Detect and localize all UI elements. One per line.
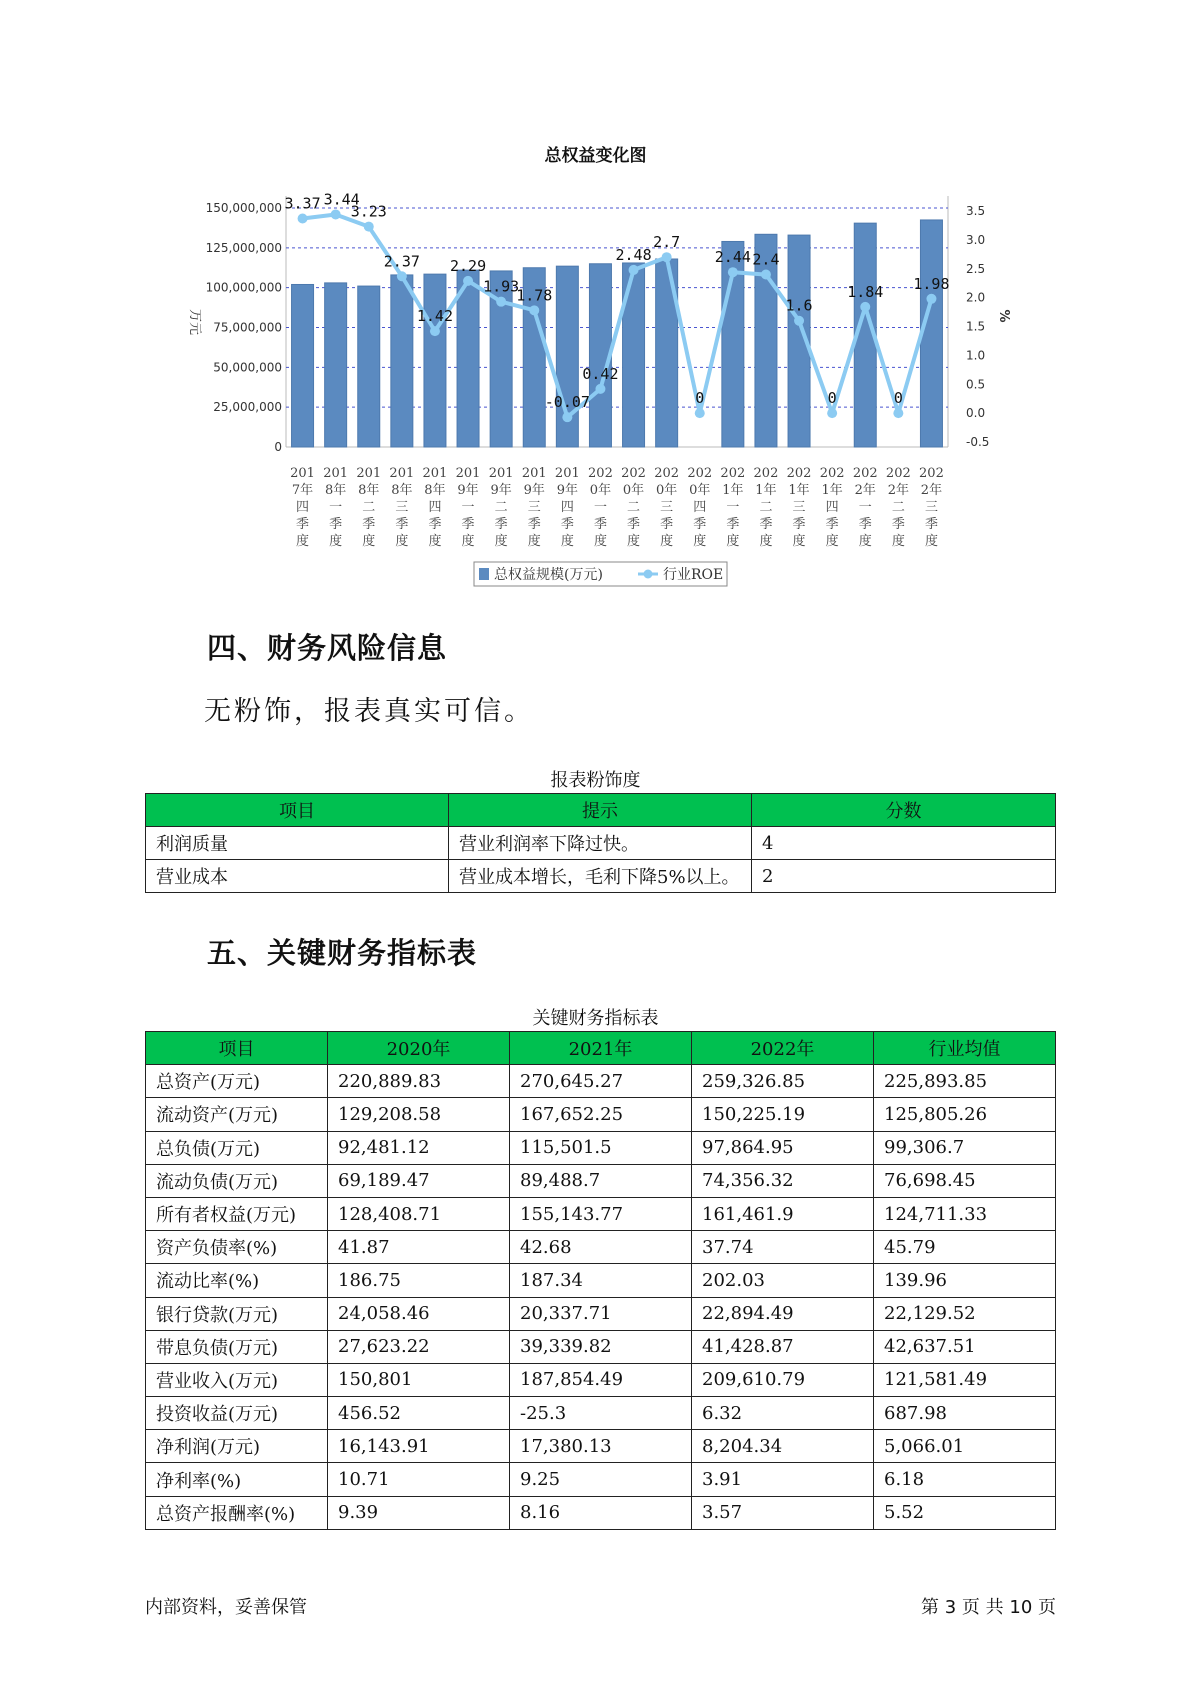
x-tick-label: 季	[329, 517, 343, 532]
table-cell: 银行贷款(万元)	[146, 1297, 328, 1330]
x-tick-label: 202	[919, 466, 944, 481]
table-header-row	[146, 794, 1056, 827]
x-tick-label: 0年	[589, 483, 612, 498]
roe-point	[496, 297, 506, 307]
table-cell: 220,889.83	[328, 1065, 510, 1098]
table-row	[146, 1430, 1056, 1463]
roe-point	[695, 408, 705, 418]
table-cell: 资产负债率(%)	[146, 1231, 328, 1264]
legend-line-label: 行业ROE	[663, 567, 724, 583]
table-cell: 所有者权益(万元)	[146, 1197, 328, 1230]
table-row	[146, 1264, 1056, 1297]
x-tick-label: 201	[488, 466, 514, 481]
table-cell: 16,143.91	[328, 1430, 510, 1463]
table-cell: 161,461.9	[692, 1197, 874, 1230]
table-cell: 45.79	[874, 1231, 1056, 1264]
x-tick-label: 0年	[622, 483, 645, 498]
x-tick-label: 1年	[722, 483, 744, 498]
x-tick-label: 2年	[920, 483, 943, 498]
x-tick-label: 一	[593, 500, 607, 515]
x-tick-label: 7年	[291, 483, 314, 498]
data-label: 1.84	[847, 282, 884, 301]
data-label: 1.42	[416, 307, 454, 326]
x-tick-label: 度	[494, 534, 508, 549]
table-cell: 2	[752, 860, 1056, 893]
roe-point	[463, 276, 473, 286]
table-cell: 150,801	[328, 1363, 510, 1396]
x-tick-label: 202	[852, 466, 878, 481]
table-cell: 41.87	[328, 1231, 510, 1264]
table-row	[146, 1297, 1056, 1330]
table-cell: 3.57	[692, 1496, 874, 1529]
table-cell: 10.71	[328, 1463, 510, 1496]
table-row	[146, 1131, 1056, 1164]
x-tick-label: 季	[924, 517, 938, 532]
table-cell: 总负债(万元)	[146, 1131, 328, 1164]
table-cell: 41,428.87	[692, 1330, 874, 1363]
x-tick-label: 202	[621, 466, 646, 481]
x-tick-label: 三	[660, 500, 674, 515]
x-tick-label: 二	[362, 500, 376, 515]
table-cell: 17,380.13	[510, 1430, 692, 1463]
x-tick-label: 季	[693, 517, 707, 532]
table-cell: 5.52	[874, 1496, 1056, 1529]
table-cell: 155,143.77	[510, 1197, 692, 1230]
x-tick-label: 二	[627, 500, 641, 515]
y-tick-label: 150,000,000	[205, 201, 282, 215]
x-tick-label: 1年	[821, 483, 843, 498]
x-tick-label: 季	[792, 517, 806, 532]
table-row	[146, 1098, 1056, 1131]
table-cell: 总资产(万元)	[146, 1065, 328, 1098]
table-cell: 139.96	[874, 1264, 1056, 1297]
x-tick-label: 四	[428, 500, 442, 515]
x-tick-label: 202	[654, 466, 680, 481]
x-tick-label: 四	[693, 500, 707, 515]
x-tick-label: 度	[759, 534, 773, 549]
x-tick-label: 度	[825, 534, 839, 549]
y2-tick-label: -0.5	[966, 435, 990, 449]
data-label: 1.93	[483, 277, 520, 296]
data-label: 2.44	[714, 248, 751, 267]
x-tick-label: 二	[891, 500, 905, 515]
bar	[292, 284, 314, 447]
x-tick-label: 二	[494, 500, 508, 515]
x-tick-label: 8年	[424, 483, 446, 498]
x-tick-label: 2年	[854, 483, 876, 498]
table-cell: 总资产报酬率(%)	[146, 1496, 328, 1529]
x-tick-label: 202	[819, 466, 845, 481]
y-tick-label: 25,000,000	[213, 400, 282, 415]
table-cell: 6.32	[692, 1397, 874, 1430]
table-cell: 124,711.33	[874, 1197, 1056, 1230]
x-tick-label: 季	[494, 517, 508, 532]
table-row	[146, 1463, 1056, 1496]
x-tick-label: 201	[554, 466, 580, 481]
x-tick-label: 度	[560, 534, 574, 549]
risk-table	[145, 793, 1056, 893]
x-tick-label: 度	[362, 534, 376, 549]
x-tick-label: 季	[891, 517, 905, 532]
x-tick-label: 季	[627, 517, 641, 532]
section4-text: 无粉饰，报表真实可信。	[204, 696, 534, 727]
data-label: 1.78	[516, 286, 553, 305]
bar	[457, 270, 479, 447]
x-tick-label: 201	[290, 466, 315, 481]
table-cell: 22,894.49	[692, 1297, 874, 1330]
table-cell: 187.34	[510, 1264, 692, 1297]
table-cell: 270,645.27	[510, 1065, 692, 1098]
y2-tick-label: 1.5	[966, 319, 986, 334]
table-row	[146, 1397, 1056, 1430]
roe-point	[298, 214, 308, 224]
table-row	[146, 1164, 1056, 1197]
x-tick-label: 度	[726, 534, 740, 549]
bar	[325, 283, 347, 447]
table-cell: 4	[752, 827, 1056, 860]
table-cell: 121,581.49	[874, 1363, 1056, 1396]
x-tick-label: 202	[786, 466, 812, 481]
table-cell: 37.74	[692, 1231, 874, 1264]
table-cell: 6.18	[874, 1463, 1056, 1496]
data-label: 2.7	[653, 233, 681, 252]
table-cell: 5,066.01	[874, 1430, 1056, 1463]
x-tick-label: 201	[356, 466, 382, 481]
data-label: 0	[893, 389, 903, 408]
table-cell: 营业成本	[146, 860, 449, 893]
table-cell: 225,893.85	[874, 1065, 1056, 1098]
x-tick-label: 1年	[755, 483, 777, 498]
data-label: 3.44	[323, 190, 360, 209]
x-tick-label: 一	[329, 500, 343, 515]
table-cell: 营业收入(万元)	[146, 1363, 328, 1396]
table-cell: 24,058.46	[328, 1297, 510, 1330]
data-label: 3.37	[284, 194, 321, 213]
table-cell: 187,854.49	[510, 1363, 692, 1396]
table-row	[146, 1231, 1056, 1264]
table-cell: 营业成本增长，毛利下降5%以上。	[449, 860, 752, 893]
table-cell: 流动比率(%)	[146, 1264, 328, 1297]
table-cell: 净利率(%)	[146, 1463, 328, 1496]
roe-point	[827, 408, 837, 418]
data-label: 1.98	[913, 274, 950, 293]
x-tick-label: 季	[296, 517, 310, 532]
table-cell: 营业利润率下降过快。	[449, 827, 752, 860]
table-cell: 20,337.71	[510, 1297, 692, 1330]
bar	[920, 220, 942, 447]
table-row	[146, 1065, 1056, 1098]
roe-point	[893, 408, 903, 418]
legend-bar-label: 总权益规模(万元)	[494, 567, 603, 583]
x-tick-label: 度	[593, 534, 607, 549]
x-tick-label: 9年	[523, 483, 545, 498]
y-tick-label: 75,000,000	[213, 320, 282, 335]
x-tick-label: 度	[428, 534, 442, 549]
x-tick-label: 季	[428, 517, 442, 532]
data-label: 0.42	[582, 364, 619, 383]
roe-point	[926, 294, 936, 304]
data-label: 3.23	[350, 202, 387, 221]
x-tick-label: 季	[759, 517, 773, 532]
table-cell: 流动资产(万元)	[146, 1098, 328, 1131]
x-tick-label: 202	[885, 466, 911, 481]
header-cell: 分数	[752, 794, 1056, 827]
x-tick-label: 0年	[689, 483, 711, 498]
table-cell: 9.39	[328, 1496, 510, 1529]
x-tick-label: 度	[395, 534, 409, 549]
y-tick-label: 125,000,000	[205, 240, 282, 255]
table-row	[146, 1330, 1056, 1363]
table-cell: 99,306.7	[874, 1131, 1056, 1164]
roe-point	[331, 209, 341, 219]
table-row	[146, 1197, 1056, 1230]
page-number: 第 3 页 共 10 页	[921, 1597, 1056, 1618]
roe-point	[595, 384, 605, 394]
x-tick-label: 201	[323, 466, 349, 481]
legend-line-marker	[644, 570, 653, 579]
x-tick-label: 度	[858, 534, 872, 549]
header-cell: 项目	[146, 1032, 328, 1065]
roe-point	[364, 222, 374, 232]
x-tick-label: 四	[296, 500, 310, 515]
y2-tick-label: 0.0	[966, 406, 986, 421]
table-header-row	[146, 1032, 1056, 1065]
y2-tick-label: 3.5	[966, 204, 986, 218]
table-row	[146, 827, 1056, 860]
x-tick-label: 二	[759, 500, 773, 515]
x-tick-label: 201	[455, 466, 481, 481]
y2-tick-label: 2.5	[966, 261, 986, 276]
header-cell: 2020年	[328, 1032, 510, 1065]
x-tick-label: 9年	[490, 483, 512, 498]
x-tick-label: 度	[693, 534, 707, 549]
table-cell: 259,326.85	[692, 1065, 874, 1098]
roe-point	[761, 270, 771, 280]
x-tick-label: 一	[858, 500, 872, 515]
header-cell: 2022年	[692, 1032, 874, 1065]
y2-tick-label: 1.0	[966, 348, 986, 363]
table-cell: 42.68	[510, 1231, 692, 1264]
x-tick-label: 0年	[656, 483, 678, 498]
x-tick-label: 季	[395, 517, 409, 532]
x-tick-label: 度	[527, 534, 541, 549]
x-tick-label: 9年	[556, 483, 578, 498]
data-label: 2.29	[449, 256, 487, 275]
roe-point	[430, 326, 440, 336]
table-cell: 69,189.47	[328, 1164, 510, 1197]
table-cell: 76,698.45	[874, 1164, 1056, 1197]
x-tick-label: 201	[422, 466, 448, 481]
data-label: 2.48	[615, 245, 652, 264]
table-cell: 流动负债(万元)	[146, 1164, 328, 1197]
table-cell: 92,481.12	[328, 1131, 510, 1164]
bar	[391, 275, 413, 447]
table-cell: 利润质量	[146, 827, 449, 860]
section4-title: 四、财务风险信息	[207, 631, 448, 665]
table-cell: 128,408.71	[328, 1197, 510, 1230]
data-label: -0.07	[544, 393, 590, 412]
x-tick-label: 8年	[358, 483, 380, 498]
x-tick-label: 三	[792, 500, 806, 515]
table-row	[146, 1363, 1056, 1396]
metrics-table	[145, 1031, 1056, 1530]
bar	[358, 286, 380, 447]
table-cell: 125,805.26	[874, 1098, 1056, 1131]
y-tick-label: 50,000,000	[213, 360, 282, 375]
table-cell: 456.52	[328, 1397, 510, 1430]
x-tick-label: 202	[753, 466, 779, 481]
equity-chart	[0, 175, 1191, 595]
table-cell: 投资收益(万元)	[146, 1397, 328, 1430]
x-tick-label: 季	[560, 517, 574, 532]
x-tick-label: 度	[924, 534, 938, 549]
header-cell: 2021年	[510, 1032, 692, 1065]
table-cell: 净利润(万元)	[146, 1430, 328, 1463]
table-cell: 687.98	[874, 1397, 1056, 1430]
x-tick-label: 季	[362, 517, 376, 532]
y2-tick-label: 0.5	[966, 377, 986, 392]
y2-tick-label: 3.0	[966, 232, 986, 247]
y-tick-label: 100,000,000	[205, 280, 282, 295]
header-cell: 项目	[146, 794, 449, 827]
roe-point	[794, 316, 804, 326]
x-tick-label: 度	[627, 534, 641, 549]
y2-tick-label: 2.0	[966, 290, 986, 305]
table-cell: 186.75	[328, 1264, 510, 1297]
table-cell: 115,501.5	[510, 1131, 692, 1164]
x-tick-label: 季	[858, 517, 872, 532]
y-tick-label: 0	[274, 440, 282, 454]
data-label: 1.6	[785, 296, 813, 315]
table-cell: 97,864.95	[692, 1131, 874, 1164]
x-tick-label: 三	[924, 500, 938, 515]
table-cell: 8,204.34	[692, 1430, 874, 1463]
roe-point	[529, 305, 539, 315]
roe-point	[562, 412, 572, 422]
x-tick-label: 一	[726, 500, 740, 515]
x-tick-label: 季	[825, 517, 839, 532]
x-tick-label: 度	[891, 534, 905, 549]
x-tick-label: 9年	[457, 483, 479, 498]
x-tick-label: 四	[560, 500, 574, 515]
x-tick-label: 202	[720, 466, 746, 481]
x-tick-label: 202	[588, 466, 613, 481]
table-cell: 27,623.22	[328, 1330, 510, 1363]
table-cell: 202.03	[692, 1264, 874, 1297]
metrics-table-caption: 关键财务指标表	[532, 1008, 659, 1029]
data-label: 0	[827, 389, 837, 408]
y2-axis-label: %	[996, 309, 1011, 323]
risk-table-caption: 报表粉饰度	[550, 770, 641, 791]
x-tick-label: 度	[792, 534, 806, 549]
x-tick-label: 8年	[391, 483, 413, 498]
table-row	[146, 860, 1056, 893]
x-tick-label: 202	[687, 466, 713, 481]
header-cell: 行业均值	[874, 1032, 1056, 1065]
table-cell: 3.91	[692, 1463, 874, 1496]
x-tick-label: 四	[825, 500, 839, 515]
table-cell: 22,129.52	[874, 1297, 1056, 1330]
x-tick-label: 8年	[325, 483, 347, 498]
table-cell: 9.25	[510, 1463, 692, 1496]
roe-point	[662, 252, 672, 262]
chart-title: 总权益变化图	[544, 146, 647, 166]
y-axis-label: 万元	[187, 308, 202, 336]
table-cell: 74,356.32	[692, 1164, 874, 1197]
table-cell: 209,610.79	[692, 1363, 874, 1396]
table-cell: -25.3	[510, 1397, 692, 1430]
x-tick-label: 201	[521, 466, 547, 481]
data-label: 2.4	[752, 250, 780, 269]
roe-point	[860, 302, 870, 312]
table-cell: 129,208.58	[328, 1098, 510, 1131]
x-tick-label: 三	[527, 500, 541, 515]
x-tick-label: 季	[660, 517, 674, 532]
data-label: 2.37	[383, 252, 420, 271]
table-cell: 8.16	[510, 1496, 692, 1529]
table-cell: 150,225.19	[692, 1098, 874, 1131]
table-cell: 42,637.51	[874, 1330, 1056, 1363]
table-cell: 167,652.25	[510, 1098, 692, 1131]
roe-point	[629, 265, 639, 275]
data-label: 0	[695, 389, 705, 408]
x-tick-label: 一	[461, 500, 475, 515]
table-cell: 39,339.82	[510, 1330, 692, 1363]
footer-confidential: 内部资料，妥善保管	[145, 1597, 307, 1618]
roe-point	[397, 271, 407, 281]
x-tick-label: 度	[660, 534, 674, 549]
legend-bar-swatch	[479, 568, 489, 580]
x-tick-label: 季	[527, 517, 541, 532]
x-tick-label: 季	[726, 517, 740, 532]
x-tick-label: 季	[461, 517, 475, 532]
x-tick-label: 2年	[887, 483, 909, 498]
x-tick-label: 度	[329, 534, 343, 549]
x-tick-label: 1年	[788, 483, 810, 498]
bar	[424, 274, 446, 447]
table-cell: 带息负债(万元)	[146, 1330, 328, 1363]
x-tick-label: 度	[461, 534, 475, 549]
x-tick-label: 三	[395, 500, 409, 515]
table-row	[146, 1496, 1056, 1529]
header-cell: 提示	[449, 794, 752, 827]
section5-title: 五、关键财务指标表	[207, 936, 478, 970]
x-tick-label: 度	[296, 534, 310, 549]
x-tick-label: 季	[593, 517, 607, 532]
x-tick-label: 201	[389, 466, 415, 481]
table-cell: 89,488.7	[510, 1164, 692, 1197]
roe-point	[728, 267, 738, 277]
